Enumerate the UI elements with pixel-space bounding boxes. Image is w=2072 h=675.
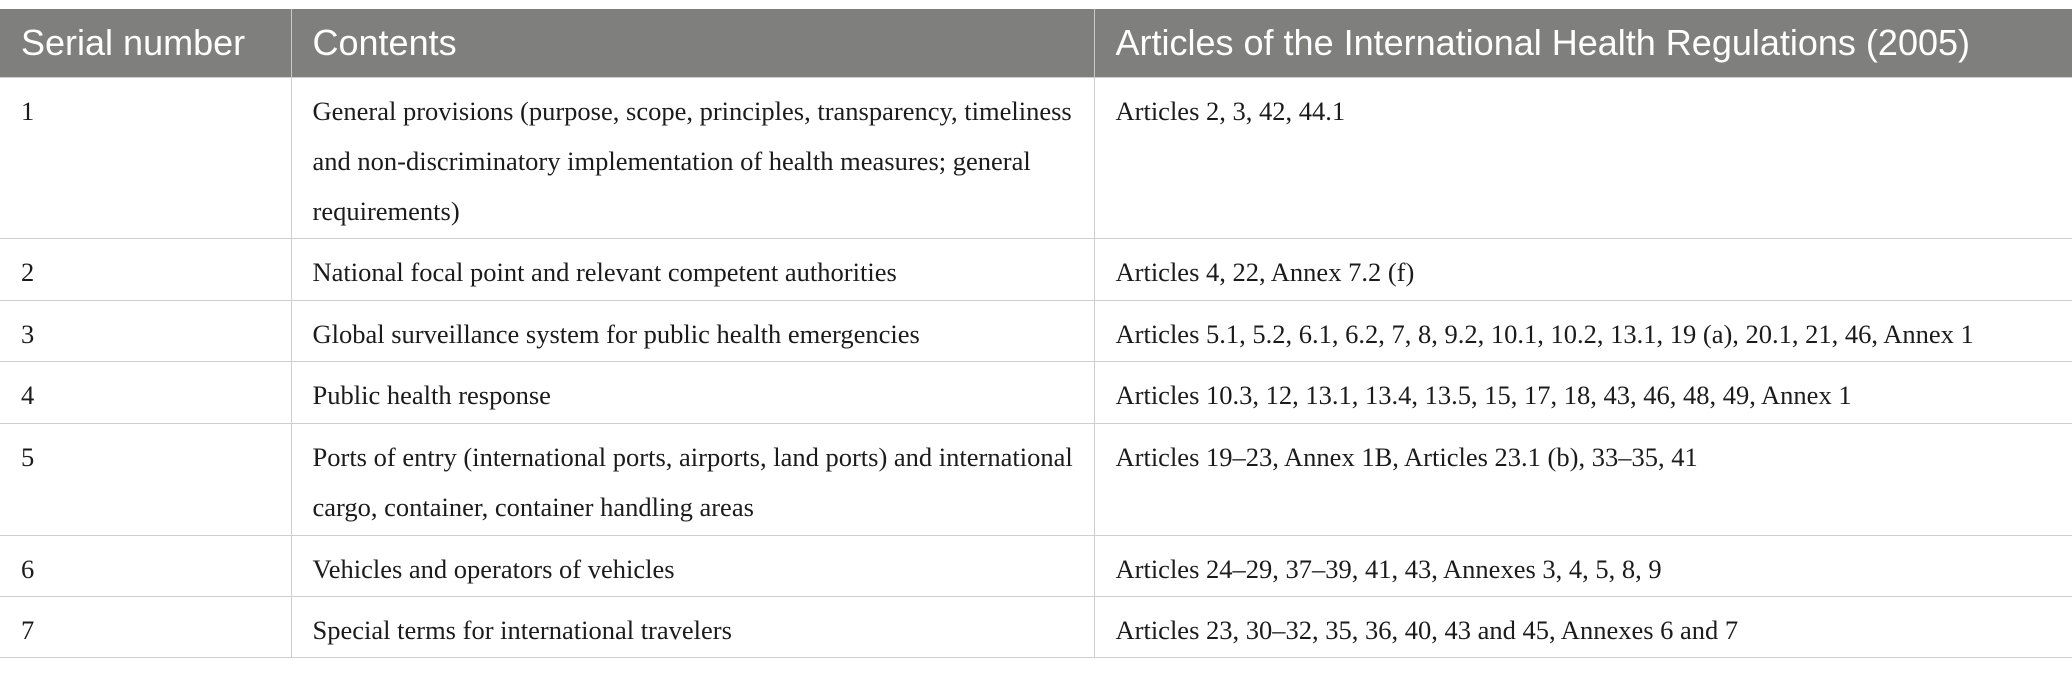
- table-row: [0, 78, 2072, 239]
- articles-cell: Articles 5.1, 5.2, 6.1, 6.2, 7, 8, 9.2, 10.1, 10.2, 13.1, 19 (a), 20.1, 21, 46, Annex 1: [1094, 301, 2072, 362]
- articles-cell: Articles 10.3, 12, 13.1, 13.4, 13.5, 15, 17, 18, 43, 46, 48, 49, Annex 1: [1094, 362, 2072, 424]
- serial-cell: 5: [0, 424, 291, 536]
- articles-cell: Articles 2, 3, 42, 44.1: [1094, 78, 2072, 239]
- serial-cell: 3: [0, 301, 291, 362]
- contents-cell: General provisions (purpose, scope, principles, transparency, timeliness and non-discriminatory implementation of health measures; general requirements): [291, 78, 1094, 239]
- regulations-table: [0, 9, 2072, 658]
- table-row: [0, 239, 2072, 301]
- header-serial-number: Serial number: [0, 9, 291, 78]
- serial-cell: 1: [0, 78, 291, 239]
- table-body: [0, 78, 2072, 658]
- serial-cell: 7: [0, 597, 291, 658]
- serial-cell: 6: [0, 536, 291, 597]
- table-row: [0, 536, 2072, 597]
- table-row: [0, 424, 2072, 536]
- contents-cell: Public health response: [291, 362, 1094, 424]
- articles-cell: Articles 24–29, 37–39, 41, 43, Annexes 3, 4, 5, 8, 9: [1094, 536, 2072, 597]
- table-row: [0, 597, 2072, 658]
- table-row: [0, 362, 2072, 424]
- contents-cell: Special terms for international travelers: [291, 597, 1094, 658]
- table-row: [0, 301, 2072, 362]
- contents-cell: Vehicles and operators of vehicles: [291, 536, 1094, 597]
- contents-cell: Ports of entry (international ports, airports, land ports) and international cargo, container, container handling areas: [291, 424, 1094, 536]
- articles-cell: Articles 4, 22, Annex 7.2 (f): [1094, 239, 2072, 301]
- serial-cell: 2: [0, 239, 291, 301]
- contents-cell: National focal point and relevant competent authorities: [291, 239, 1094, 301]
- articles-cell: Articles 23, 30–32, 35, 36, 40, 43 and 45, Annexes 6 and 7: [1094, 597, 2072, 658]
- header-row: [0, 9, 2072, 78]
- serial-cell: 4: [0, 362, 291, 424]
- articles-cell: Articles 19–23, Annex 1B, Articles 23.1 (b), 33–35, 41: [1094, 424, 2072, 536]
- table-header: [0, 9, 2072, 78]
- header-articles: Articles of the International Health Regulations (2005): [1094, 9, 2072, 78]
- contents-cell: Global surveillance system for public health emergencies: [291, 301, 1094, 362]
- header-contents: Contents: [291, 9, 1094, 78]
